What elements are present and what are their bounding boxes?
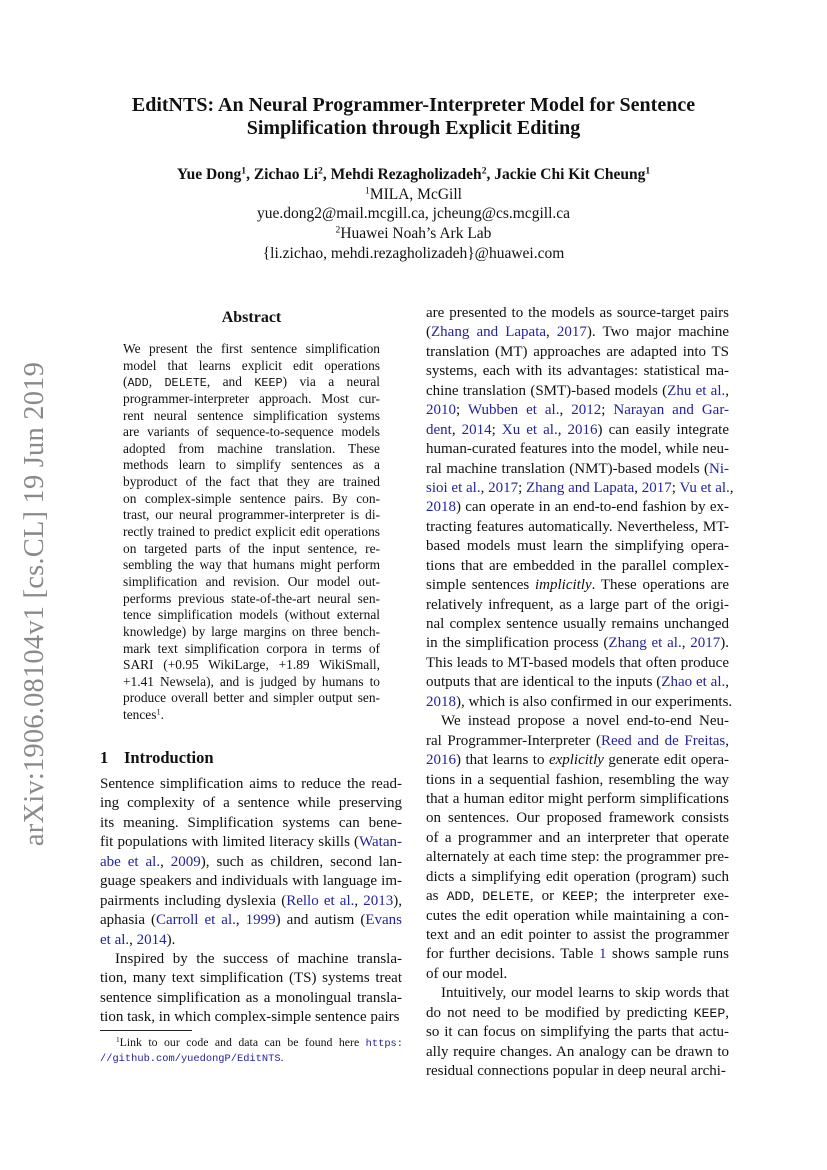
text-line: Intuitively, our model learns to skip words that bbox=[441, 985, 729, 1002]
citation-link[interactable]: Rello et al. bbox=[286, 892, 355, 909]
citation-link[interactable]: Xu et al. bbox=[501, 421, 558, 438]
affiliation-line: {li.zichao, mehdi.rezagholizadeh}@huawei.com bbox=[262, 244, 565, 262]
section-title: Introduction bbox=[124, 748, 214, 767]
text-line: based models must learn the simplifying opera- bbox=[426, 538, 729, 555]
text-line: sentence simplification as a monolingual transla- bbox=[100, 989, 402, 1006]
text-line: fit populations with limited literacy skills (Watan- bbox=[100, 834, 402, 851]
citation-link[interactable]: 2017 bbox=[488, 479, 519, 496]
author-name: Mehdi Rezagholizadeh$^2$ bbox=[330, 165, 487, 183]
text-line: et al., 2014). bbox=[100, 931, 176, 948]
text-line: $^1$Link to our code and data can be found here https: bbox=[116, 1034, 403, 1050]
citation-link[interactable]: 2010 bbox=[426, 402, 456, 419]
affiliation-marker: 2 bbox=[318, 165, 323, 177]
citation-link[interactable]: 2017 bbox=[690, 635, 721, 652]
text-line: on sentences. Our proposed framework consists bbox=[426, 810, 729, 827]
affiliation-marker: 2 bbox=[481, 165, 487, 177]
citation-link[interactable]: Watan- bbox=[359, 834, 402, 851]
abstract-heading: Abstract bbox=[221, 309, 282, 326]
text-line: chine translation (SMT)-based models (Zhu et al., bbox=[426, 382, 729, 399]
text-line: byproduct of the fact that they are trained bbox=[123, 474, 380, 490]
text-line: guage speakers and individuals with language im- bbox=[100, 873, 402, 890]
text-line: ral machine translation (NMT)-based models (Ni- bbox=[426, 460, 729, 477]
text-line: abe et al., 2009), such as children, second lan- bbox=[100, 853, 403, 870]
text-line: rectly trained to predict explicit edit operations bbox=[123, 524, 380, 540]
text-line: trast, our neural programmer-interpreter is di- bbox=[123, 507, 380, 523]
affiliation-marker: 1 bbox=[241, 165, 247, 177]
affiliations bbox=[0, 185, 827, 264]
text-line: sembling the way that humans might perform bbox=[123, 557, 380, 573]
code-term: KEEP bbox=[693, 1005, 726, 1021]
citation-link[interactable]: 2017 bbox=[641, 479, 672, 496]
text-line: translation (MT) approaches are adapted into TS bbox=[426, 343, 729, 360]
affiliation-marker: 2 bbox=[335, 224, 341, 236]
text-line: on complex-simple sentence pairs. By con- bbox=[123, 490, 380, 506]
citation-link[interactable]: Evans bbox=[365, 912, 402, 929]
text-line: methods learn to simplify sentences as a bbox=[123, 457, 380, 473]
text-line: of our model. bbox=[426, 965, 508, 982]
text-line: nal complex sentence usually remains unchanged bbox=[426, 616, 729, 632]
affiliation-line: $^1$MILA, McGill bbox=[365, 185, 462, 203]
citation-link[interactable]: Zhang et al. bbox=[608, 635, 682, 652]
text-line: ally require changes. An analogy can be drawn to bbox=[426, 1043, 729, 1060]
text-line: 2010; Wubben et al., 2012; Narayan and Gar- bbox=[426, 402, 730, 419]
citation-link[interactable]: 2014 bbox=[136, 931, 167, 948]
author-name: Zichao Li$^2$ bbox=[253, 165, 323, 183]
citation-link[interactable]: 2014 bbox=[461, 421, 492, 438]
text-line: so it can focus on simplifying the parts that actu- bbox=[426, 1024, 729, 1041]
footnote-marker[interactable]: 1 bbox=[156, 707, 161, 717]
text-line: as ADD, DELETE, or KEEP; the interpreter exe- bbox=[426, 888, 730, 905]
citation-link[interactable]: Vu et al. bbox=[679, 479, 730, 496]
text-line: mark text simplification corpora in terms of bbox=[123, 640, 380, 656]
text-line: tracting features automatically. Nevertheless, MT- bbox=[426, 518, 729, 535]
text-line: model that learns explicit edit operations bbox=[123, 357, 380, 373]
text-line: +1.41 Newsela), and is judged by humans to bbox=[123, 673, 380, 689]
code-term: DELETE bbox=[164, 376, 207, 391]
citation-link[interactable]: Carroll et al. bbox=[155, 912, 236, 929]
footnote-marker[interactable]: 1 bbox=[116, 1034, 120, 1044]
citation-link[interactable]: 2009 bbox=[170, 853, 201, 870]
text-line: that a human editor might perform simplifications bbox=[426, 790, 729, 807]
text-line: produce overall better and simpler output sen- bbox=[123, 690, 380, 706]
text-line: Inspired by the success of machine transla- bbox=[115, 950, 402, 967]
affiliation-marker: 1 bbox=[645, 165, 651, 177]
citation-link[interactable]: Wubben et al. bbox=[467, 402, 560, 419]
text-line: sioi et al., 2017; Zhang and Lapata, 2017; Vu et al., bbox=[426, 479, 734, 496]
citation-link[interactable]: 2016 bbox=[567, 421, 598, 438]
paper-title bbox=[0, 94, 827, 140]
citation-link[interactable]: 1999 bbox=[245, 912, 276, 929]
text-line: its meaning. Simplification systems can bene- bbox=[100, 814, 402, 831]
affiliation-line: $^2$Huawei Noah’s Ark Lab bbox=[335, 224, 492, 243]
text-line: ing complexity of a sentence while preserving bbox=[100, 795, 402, 812]
author-names: Yue Dong$^1$, Zichao Li$^2$, Mehdi Rezagholizadeh$^2$, Jackie Chi Kit Cheung$^1$ bbox=[176, 165, 651, 183]
citation-link[interactable]: Zhang and Lapata bbox=[526, 479, 635, 496]
text-line: simple sentences implicitly. These operations are bbox=[426, 577, 729, 594]
text-line: dicts a simplifying edit operation (program) such bbox=[426, 868, 729, 885]
text-line: simplification and revision. Our model out- bbox=[123, 573, 380, 589]
text-line: systems, each with its advantages: statistical ma- bbox=[426, 363, 729, 380]
text-line: are presented to the models as source-target pairs bbox=[426, 305, 729, 321]
text-line: residual connections popular in deep neural archi- bbox=[426, 1063, 726, 1080]
url-link[interactable]: https: bbox=[365, 1038, 403, 1050]
citation-link[interactable]: Reed and de Freitas bbox=[600, 732, 726, 749]
code-term: DELETE bbox=[482, 889, 530, 905]
citation-link[interactable]: dent bbox=[426, 421, 452, 438]
text-line: ral Programmer-Interpreter (Reed and de Freitas, bbox=[426, 732, 729, 749]
citation-link[interactable]: Narayan and Gar- bbox=[613, 402, 730, 419]
text-line: 2018), which is also confirmed in our experiments. bbox=[426, 693, 733, 710]
text-line: adopted from machine translation. These bbox=[123, 440, 380, 456]
citation-link[interactable]: 2017 bbox=[556, 324, 587, 341]
text-line: knowledge) by large margins on three bench- bbox=[123, 623, 380, 639]
text-line: programmer-interpreter approach. Most cur- bbox=[123, 390, 380, 406]
text-line: cutes the edit operation while maintaining a con- bbox=[426, 907, 729, 924]
section-heading-introduction bbox=[100, 748, 214, 768]
title-line: Simplification through Explicit Editing bbox=[246, 117, 581, 139]
text-line: in the simplification process (Zhang et al., 2017). bbox=[426, 635, 729, 652]
text-line: 2016) that learns to explicitly generate edit opera- bbox=[426, 752, 729, 769]
text-line: Sentence simplification aims to reduce the read- bbox=[100, 776, 402, 792]
citation-link[interactable]: sioi et al. bbox=[426, 479, 481, 496]
text-line: 2018) can operate in an end-to-end fashion by ex- bbox=[426, 499, 729, 516]
code-term: ADD bbox=[446, 889, 471, 905]
text-line: alternately at each time step: the programmer pre- bbox=[426, 849, 729, 866]
text-line: We present the first sentence simplification bbox=[123, 341, 380, 356]
title-line: EditNTS: An Neural Programmer-Interpreter Model for Sentence bbox=[131, 94, 696, 116]
citation-link[interactable]: 1 bbox=[598, 946, 607, 963]
footnote-rule bbox=[100, 1030, 192, 1031]
emphasis: implicitly bbox=[534, 577, 592, 594]
text-line: tence simplification models (without external bbox=[123, 607, 380, 623]
text-line: on targeted parts of the input sentence, re- bbox=[123, 540, 380, 556]
text-line: human-curated features into the model, while neu- bbox=[426, 441, 729, 458]
affiliation-line: yue.dong2@mail.mcgill.ca, jcheung@cs.mcgill.ca bbox=[256, 205, 571, 223]
citation-link[interactable]: 2018 bbox=[426, 693, 456, 710]
citation-link[interactable]: 2018 bbox=[426, 499, 456, 516]
left-column-text bbox=[100, 775, 402, 1028]
text-line: tences$^1$. bbox=[123, 707, 164, 723]
citation-link[interactable]: Zhang and Lapata bbox=[431, 324, 547, 341]
author-block bbox=[0, 165, 827, 264]
author-name: Jackie Chi Kit Cheung$^1$ bbox=[494, 165, 651, 183]
text-line: We instead propose a novel end-to-end Neu- bbox=[441, 713, 729, 730]
citation-link[interactable]: abe et al. bbox=[100, 853, 161, 870]
text-line: (ADD, DELETE, and KEEP) via a neural bbox=[123, 374, 380, 391]
text-line: pairments including dyslexia (Rello et al., 2013), bbox=[100, 892, 403, 909]
citation-link[interactable]: Zhao et al. bbox=[661, 674, 726, 691]
citation-link[interactable]: 2012 bbox=[571, 402, 602, 419]
citation-link[interactable]: Ni- bbox=[709, 460, 729, 477]
right-column-text bbox=[426, 304, 734, 1082]
citation-link[interactable]: Zhu et al. bbox=[667, 382, 726, 399]
footnote bbox=[100, 1035, 403, 1065]
text-line: do not need to be modified by predicting KEEP, bbox=[426, 1004, 729, 1021]
text-line: tions that are embedded in the parallel complex- bbox=[426, 557, 729, 574]
text-line: relatively infrequent, as a large part of the origi- bbox=[426, 596, 729, 613]
affiliation-marker: 1 bbox=[365, 185, 370, 197]
text-line: text and an edit pointer to assist the programmer bbox=[426, 927, 729, 943]
text-line: //github.com/yuedongP/EditNTS. bbox=[100, 1050, 284, 1065]
abstract-body bbox=[123, 341, 380, 724]
text-line: This leads to MT-based models that often produce bbox=[426, 654, 729, 671]
text-line: (Zhang and Lapata, 2017). Two major machine bbox=[426, 324, 729, 341]
text-line: tion, many text simplification (TS) systems treat bbox=[100, 970, 402, 987]
text-line: rent neural sentence simplification systems bbox=[123, 407, 380, 423]
text-line: dent, 2014; Xu et al., 2016) can easily integrate bbox=[426, 421, 729, 438]
code-term: ADD bbox=[127, 376, 149, 391]
text-line: tions in a sequential fashion, resembling the way bbox=[426, 771, 729, 788]
text-line: are variants of sequence-to-sequence models bbox=[123, 424, 380, 440]
text-line: performs previous state-of-the-art neural sen- bbox=[123, 590, 380, 606]
text-line: of a programmer and an interpreter that operate bbox=[426, 829, 729, 846]
text-line: tion task, in which complex-simple sentence pairs bbox=[100, 1009, 400, 1026]
emphasis: explicitly bbox=[548, 752, 604, 769]
code-term: KEEP bbox=[254, 376, 283, 391]
citation-link[interactable]: 2013 bbox=[363, 892, 394, 909]
text-line: for further decisions. Table 1 shows sample runs bbox=[426, 946, 730, 963]
section-number: 1 bbox=[100, 748, 109, 767]
text-line: outputs that are identical to the inputs (Zhao et al., bbox=[426, 674, 729, 691]
citation-link[interactable]: 2016 bbox=[426, 752, 456, 769]
citation-link[interactable]: et al. bbox=[100, 931, 130, 948]
code-term: KEEP bbox=[562, 889, 594, 905]
author-name: Yue Dong$^1$ bbox=[176, 165, 247, 183]
text-line: SARI (+0.95 WikiLarge, +1.89 WikiSmall, bbox=[123, 657, 380, 673]
url-link[interactable]: //github.com/yuedongP/EditNTS bbox=[100, 1053, 281, 1065]
text-line: aphasia (Carroll et al., 1999) and autism (Evans bbox=[100, 912, 402, 929]
arxiv-identifier: arXiv:1906.08104v1 [cs.CL] 19 Jun 2019 bbox=[19, 361, 50, 847]
